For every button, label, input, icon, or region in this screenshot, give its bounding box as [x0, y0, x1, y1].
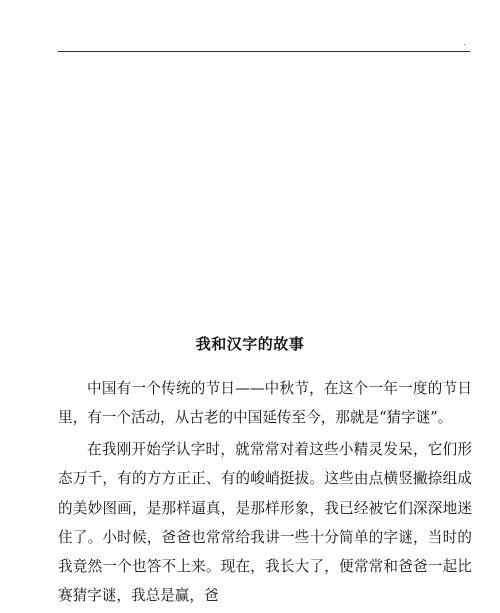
paragraph-1: 中国有一个传统的节日——中秋节，在这个一年一度的节日里，有一个活动，从古老的中国延传至今，那就是“猜字谜”。 [58, 380, 472, 427]
paragraph-2: 在我刚开始学认字时，就常常对着这些小精灵发呆，它们形态万千，有的方方正正、有的峻峭挺拔。这些由点横竖撇捺组成的美妙图画，是那样逼真，是那样形象，我已经被它们深深地迷住了。小时候，爸爸也常常给我讲一些十分简单的字谜，当时的我竟然一个也答不上来。现在，我长大了，便常常和爸爸一起比赛猜字谜，我总是赢，爸 [58, 440, 472, 605]
header-rule [58, 51, 470, 52]
document-body [58, 374, 472, 613]
document-title: 我和汉字的故事 [195, 335, 305, 353]
header-mark: . [463, 38, 466, 47]
